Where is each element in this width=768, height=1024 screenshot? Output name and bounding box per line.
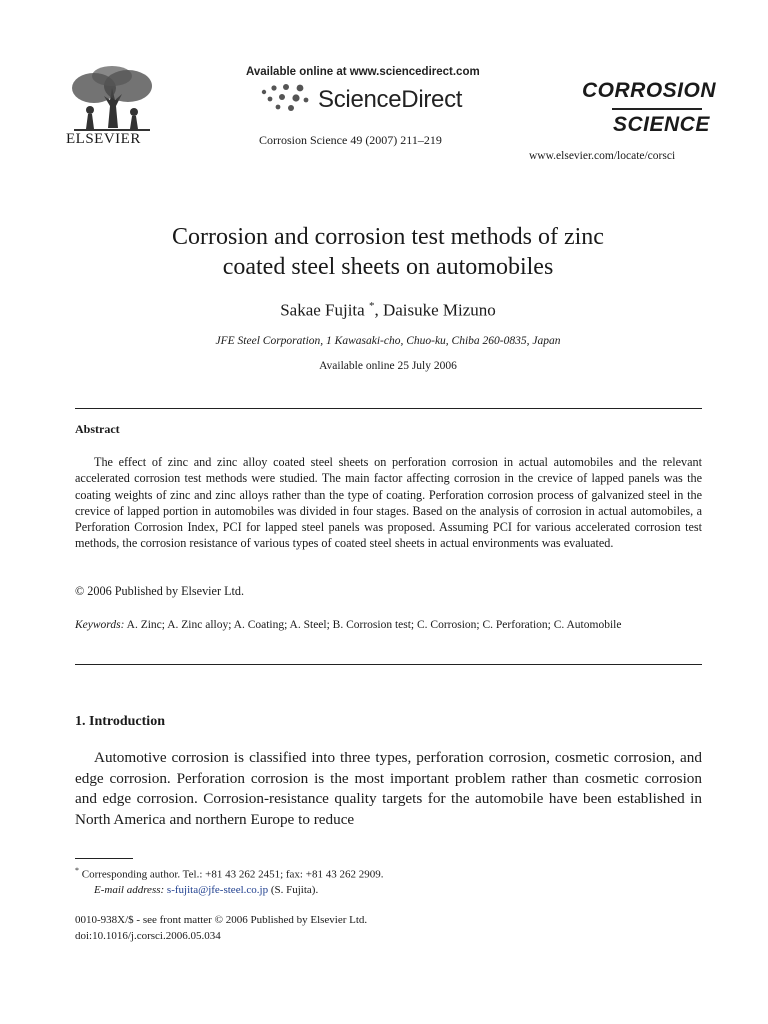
- journal-citation: Corrosion Science 49 (2007) 211–219: [259, 133, 442, 147]
- article-title: [60, 222, 716, 282]
- journal-brand-line1: CORROSION: [582, 79, 717, 102]
- keywords: [75, 617, 702, 633]
- footnote-mark: *: [75, 866, 79, 875]
- sciencedirect-dots-icon: [258, 82, 314, 112]
- keywords-label: Keywords:: [75, 619, 125, 631]
- corresponding-author-contact: Corresponding author. Tel.: +81 43 262 2451; fax: +81 43 262 2909.: [79, 868, 384, 881]
- email-owner: (S. Fujita).: [268, 884, 319, 897]
- section-heading-introduction: 1. Introduction: [75, 714, 165, 729]
- issn-block: [75, 913, 367, 944]
- journal-brand-line2: SCIENCE: [613, 113, 710, 136]
- author-name[interactable]: Daisuke Mizuno: [382, 300, 496, 320]
- corresponding-author-mark[interactable]: *: [368, 300, 375, 312]
- introduction-paragraph: Automotive corrosion is classified into three types, perforation corrosion, cosmetic corrosion, and edge corrosion. Perforation corrosion is the most important problem rather than cosmetic corrosion and edge corrosion. Corrosion-resistance quality targets for the automobile have been established in North America and northern Europe to reduce: [75, 749, 702, 829]
- article-title-line2: coated steel sheets on automobiles: [222, 254, 554, 280]
- abstract-paragraph: The effect of zinc and zinc alloy coated steel sheets on perforation corrosion in actual automobiles and the relevant accelerated corrosion test methods were studied. The main factor affecting corrosion in the crevice of lapped panels was the coating weights of zinc and zinc alloys rather than the type of coating. Perforation corrosion process of galvanized steel in the crevice of lapped portion in automobiles was divided in four stages. Based on the analysis of corrosion in actual automobiles, a Perforation Corrosion Index, PCI for lapped steel panels was proposed. Assuming PCI for various accelerated corrosion test methods, the corrosion resistance of various types of coated steel sheets in actual environments was evaluated.: [75, 455, 702, 551]
- available-online-date: Available online 25 July 2006: [319, 360, 457, 372]
- keywords-list: A. Zinc; A. Zinc alloy; A. Coating; A. Steel; B. Corrosion test; C. Corrosion; C. Perforation; C. Automobile: [124, 619, 622, 631]
- journal-brand-divider: [612, 108, 702, 110]
- email-label: E-mail address:: [94, 884, 165, 897]
- abstract-text: [75, 454, 702, 552]
- available-online-notice: Available online at www.sciencedirect.com: [246, 66, 480, 78]
- article-title-line1: Corrosion and corrosion test methods of zinc: [172, 224, 604, 250]
- journal-url-link[interactable]: www.elsevier.com/locate/corsci: [529, 150, 676, 162]
- email-note: [75, 883, 383, 899]
- publisher-name: ELSEVIER: [66, 131, 141, 147]
- author-name[interactable]: Sakae Fujita: [280, 300, 365, 320]
- copyright-notice: © 2006 Published by Elsevier Ltd.: [75, 584, 245, 598]
- footnote: [75, 863, 383, 899]
- doi-link[interactable]: doi:10.1016/j.corsci.2006.05.034: [75, 929, 221, 942]
- author-separator: ,: [374, 300, 383, 320]
- author-affiliation: JFE Steel Corporation, 1 Kawasaki-cho, Chuo-ku, Chiba 260-0835, Japan: [215, 335, 561, 347]
- email-link[interactable]: s-fujita@jfe-steel.co.jp: [166, 884, 269, 897]
- footnote-divider: [75, 858, 133, 859]
- section-divider: [75, 664, 702, 665]
- abstract-heading: Abstract: [75, 422, 120, 436]
- section-divider: [75, 408, 702, 409]
- author-list: [60, 300, 716, 321]
- introduction-text: [75, 748, 702, 831]
- sciencedirect-logo-text: ScienceDirect: [318, 86, 463, 113]
- issn-line: 0010-938X/$ - see front matter © 2006 Published by Elsevier Ltd.: [75, 914, 368, 926]
- corresponding-author-note: [75, 863, 383, 883]
